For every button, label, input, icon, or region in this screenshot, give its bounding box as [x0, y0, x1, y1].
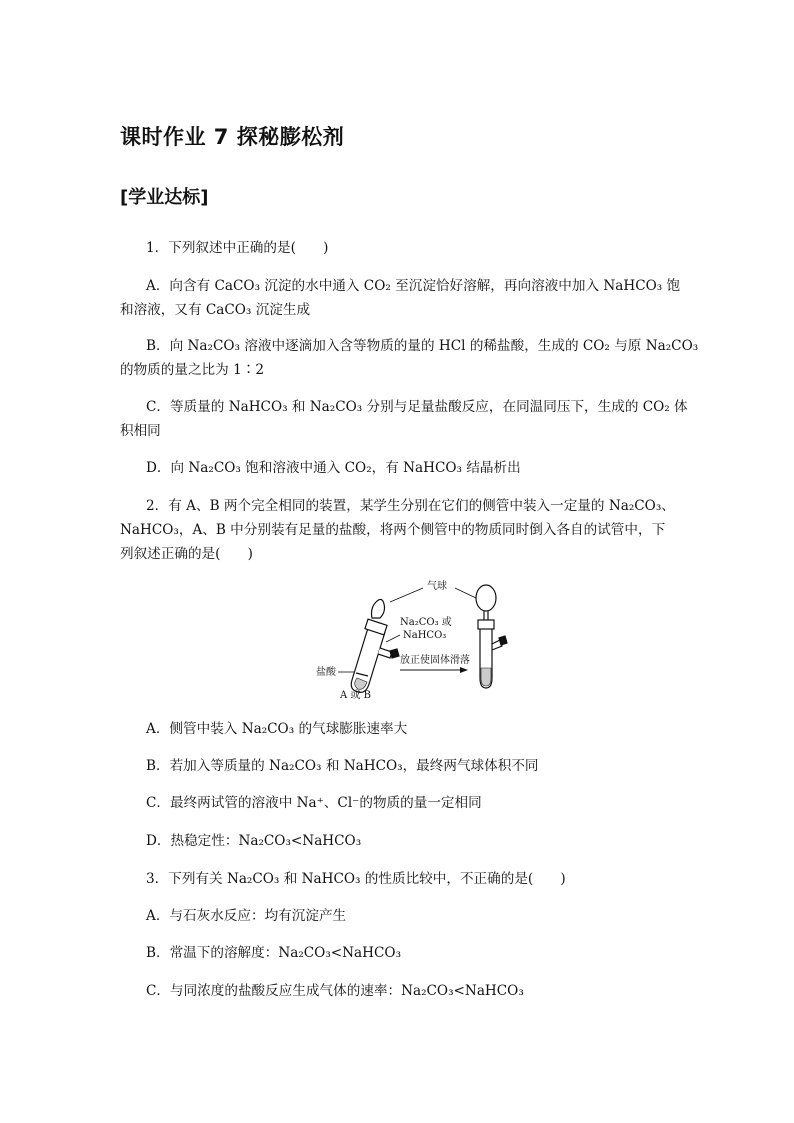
q3-option-c: C．与同浓度的盐酸反应生成气体的速率：Na₂CO₃<NaHCO₃ — [146, 983, 524, 999]
question-3-stem: 3．下列有关 Na₂CO₃ 和 NaHCO₃ 的性质比较中，不正确的是( ) — [146, 871, 566, 887]
q3-option-a: A．与石灰水反应：均有沉淀产生 — [146, 908, 347, 924]
q1-option-d: D．向 Na₂CO₃ 饱和溶液中通入 CO₂，有 NaHCO₃ 结晶析出 — [146, 460, 521, 476]
question-2-stem-cont2: 列叙述正确的是( ) — [120, 546, 253, 562]
q1-option-b-cont: 的物质的量之比为 1∶2 — [120, 362, 264, 378]
q2-option-d: D．热稳定性：Na₂CO₃<NaHCO₃ — [146, 833, 362, 849]
question-2-stem: 2．有 A、B 两个完全相同的装置，某学生分别在它们的侧管中装入一定量的 Na₂CO₃、 — [146, 498, 675, 514]
apparatus-diagram — [300, 578, 530, 703]
q2-option-b: B．若加入等质量的 Na₂CO₃ 和 NaHCO₃，最终两气球体积不同 — [146, 758, 539, 774]
balloon-pointer-left — [390, 588, 423, 602]
question-1-stem: 1．下列叙述中正确的是( ) — [146, 240, 329, 256]
apparatus-label: A 或 B — [340, 690, 371, 701]
page-title: 课时作业 7 探秘膨松剂 — [120, 125, 345, 149]
section-heading: [学业达标] — [120, 187, 209, 208]
tilted-test-tube — [351, 599, 399, 692]
reagent-label-2: NaHCO₃ — [403, 630, 447, 641]
arrow-head — [460, 667, 468, 673]
q1-option-a: A．向含有 CaCO₃ 沉淀的水中通入 CO₂ 至沉淀恰好溶解，再向溶液中加入 NaHCO₃ 饱 — [146, 278, 681, 294]
acid-label: 盐酸 — [316, 667, 336, 678]
q1-option-c: C．等质量的 NaHCO₃ 和 Na₂CO₃ 分别与足量盐酸反应，在同温同压下，生成的 CO₂ 体 — [146, 399, 688, 415]
q2-option-a: A．侧管中装入 Na₂CO₃ 的气球膨胀速率大 — [146, 721, 408, 737]
q1-option-b: B．向 Na₂CO₃ 溶液中逐滴加入含等物质的量的 HCl 的稀盐酸，生成的 CO₂ 与原 Na₂CO₃ — [146, 338, 699, 354]
arrow-label: 放正使固体滑落 — [400, 655, 470, 666]
q3-option-b: B．常温下的溶解度：Na₂CO₃<NaHCO₃ — [146, 945, 402, 961]
q1-option-c-cont: 积相同 — [120, 423, 161, 439]
apparatus-figure — [300, 578, 530, 703]
balloon-pointer-right — [455, 588, 476, 598]
q2-option-c: C．最终两试管的溶液中 Na⁺、Cl⁻的物质的量一定相同 — [146, 795, 482, 811]
q1-option-a-cont: 和溶液，又有 CaCO₃ 沉淀生成 — [120, 302, 311, 318]
balloon-label: 气球 — [427, 581, 447, 592]
upright-test-tube — [476, 585, 507, 688]
reagent-label-1: Na₂CO₃ 或 — [400, 617, 452, 628]
question-2-stem-cont: NaHCO₃，A、B 中分别装有足量的盐酸，将两个侧管中的物质同时倒入各自的试管中，下 — [120, 522, 666, 538]
reagent-pointer — [386, 635, 400, 642]
